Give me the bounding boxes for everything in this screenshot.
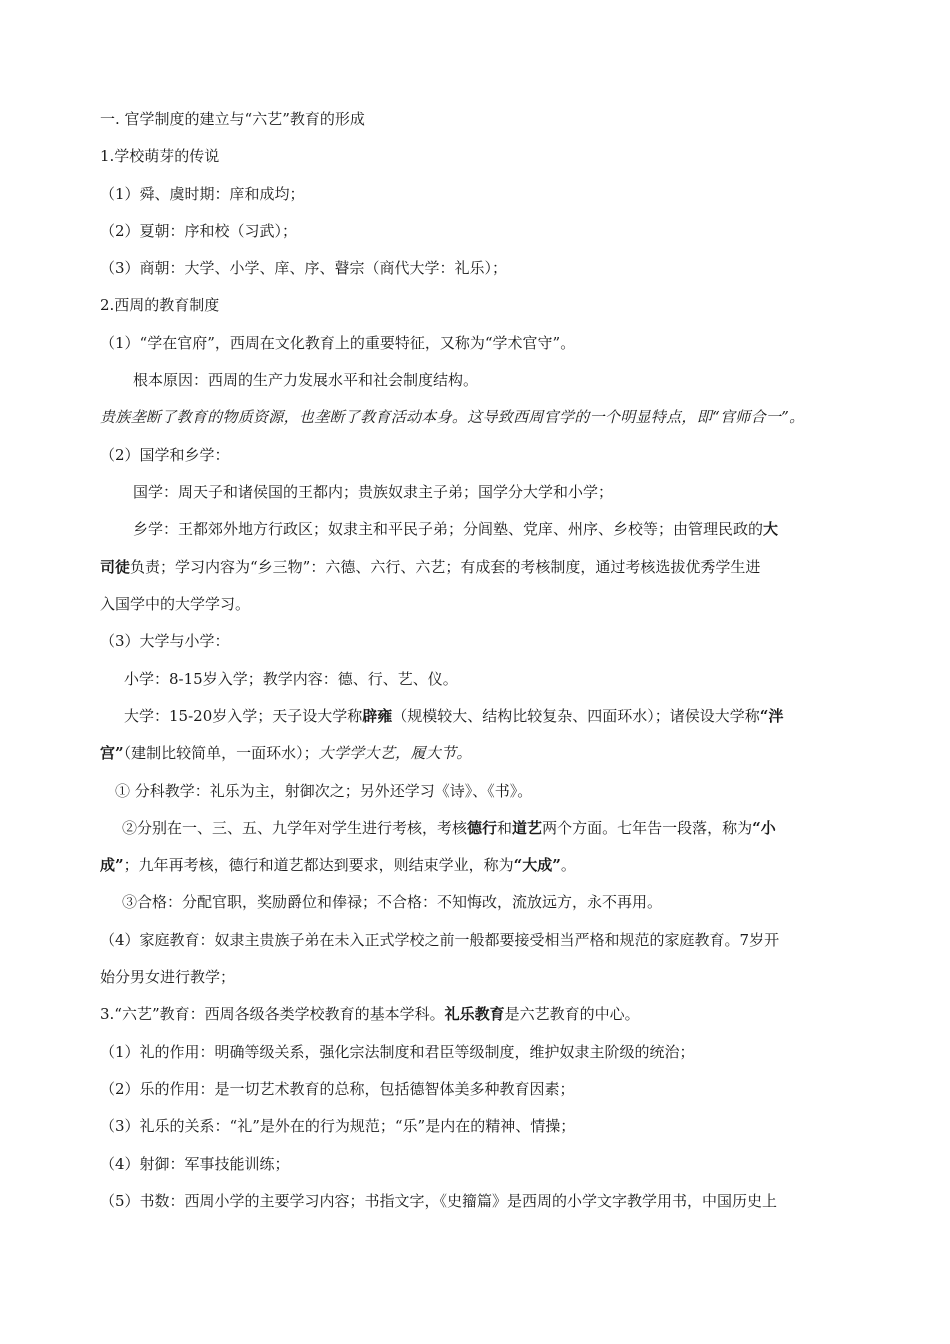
text-run: 大学学大艺，履大节。 [318,744,472,762]
paragraph-line: （1）礼的作用：明确等级关系，强化宗法制度和君臣等级制度，维护奴隶主阶级的统治； [100,1043,695,1061]
paragraph-line [122,817,776,839]
text-run: 3.“六艺”教育：西周各级各类学校教育的基本学科。 [100,1005,445,1023]
paragraph-line: （2）国学和乡学： [100,446,230,464]
paragraph-line: （2）夏朝：序和校（习武）； [100,222,298,240]
paragraph-line: 贵族垄断了教育的物质资源，也垄断了教育活动本身。这导致西周官学的一个明显特点，即“官师合一”。 [100,408,805,426]
paragraph-line: （1）“学在官府”，西周在文化教育上的重要特征，又称为“学术官守”。 [100,334,576,352]
text-run: 和 [497,819,513,837]
paragraph-line: （3）商朝：大学、小学、庠、序、瞽宗（商代大学：礼乐）； [100,259,508,277]
paragraph-line: 小学：8-15岁入学；教学内容：德、行、艺、仪。 [124,670,458,688]
text-run: 两个方面。七年告一段落，称为 [542,819,753,837]
text-run: ；九年再考核，德行和道艺都达到要求，则结束学业，称为 [123,856,514,874]
text-run: （建制比较简单，一面环水）； [123,744,319,762]
text-run: 大学：15-20岁入学；天子设大学称 [124,707,363,725]
paragraph-line: ① 分科教学：礼乐为主，射御次之；另外还学习《诗》、《书》。 [115,782,533,800]
bold-term: “小 [752,819,776,837]
text-run: 是六艺教育的中心。 [504,1005,640,1023]
paragraph-line: （2）乐的作用：是一切艺术教育的总称，包括德智体美多种教育因素； [100,1080,575,1098]
text-run: （规模较大、结构比较复杂、四面环水）；诸侯设大学称 [392,707,760,725]
bold-term: 司徒 [100,558,131,576]
bold-term: 礼乐教育 [444,1005,505,1023]
text-run: 负责；学习内容为“乡三物”：六德、六行、六艺；有成套的考核制度，通过考核选拔优秀学生进 [130,558,761,576]
paragraph-line: （5）书数：西周小学的主要学习内容；书指文字，《史籀篇》是西周的小学文字教学用书，中国历史上 [100,1192,778,1210]
bold-term: 道艺 [512,819,543,837]
paragraph-line [133,518,778,540]
section-heading-1: 一. 官学制度的建立与“六艺”教育的形成 [100,110,365,128]
paragraph-line: 始分男女进行教学； [100,968,236,986]
paragraph-line: ③合格：分配官职，奖励爵位和俸禄；不合格：不知悔改，流放远方，永不再用。 [122,893,663,911]
paragraph-line: （1）舜、虞时期：庠和成均； [100,185,305,203]
bold-term: “大成” [513,856,561,874]
paragraph-line: （3）大学与小学： [100,632,230,650]
bold-term: 德行 [467,819,498,837]
paragraph-line: （4）家庭教育：奴隶主贵族子弟在未入正式学校之前一般都要接受相当严格和规范的家庭教育。7岁开 [100,931,780,949]
bold-term: 大 [763,520,779,538]
bold-term: 宫” [100,744,124,762]
paragraph-line [124,705,783,727]
text-run: 。 [560,856,576,874]
paragraph-line: （4）射御：军事技能训练； [100,1155,290,1173]
paragraph-line: （3）礼乐的关系：“礼”是外在的行为规范；“乐”是内在的精神、情操； [100,1117,576,1135]
paragraph-line [100,742,472,764]
paragraph-line: 国学：周天子和诸侯国的王都内；贵族奴隶主子弟；国学分大学和小学； [133,483,614,501]
paragraph-line: 根本原因：西周的生产力发展水平和社会制度结构。 [133,371,479,389]
text-run: ②分别在一、三、五、九学年对学生进行考核，考核 [122,819,468,837]
subheading-western-zhou: 2.西周的教育制度 [100,296,220,314]
paragraph-line: 入国学中的大学学习。 [100,595,251,613]
paragraph-line [100,854,576,876]
bold-term: “泮 [759,707,784,725]
subheading-six-arts [100,1003,640,1025]
text-run: 乡学：王都郊外地方行政区；奴隶主和平民子弟；分闾塾、党庠、州序、乡校等；由管理民政的 [133,520,764,538]
subheading-school-origins: 1.学校萌芽的传说 [100,147,220,165]
bold-term: 辟雍 [362,707,393,725]
paragraph-line [100,556,760,578]
bold-term: 成” [100,856,124,874]
